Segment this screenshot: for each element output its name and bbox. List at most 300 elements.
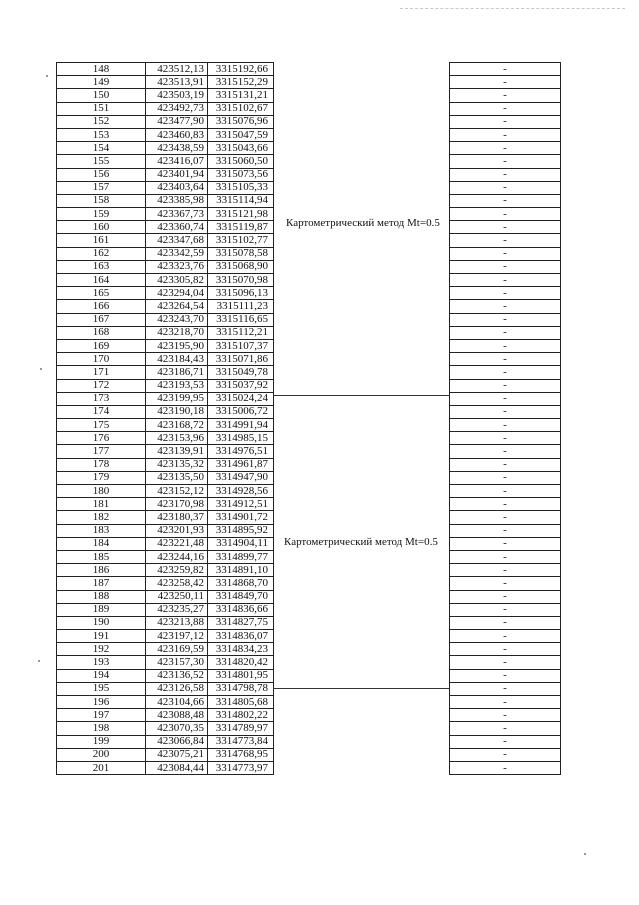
value-row — [450, 339, 561, 352]
y-coordinate-cell: 3314947,90 — [208, 471, 274, 484]
x-coordinate-cell: 423199,95 — [146, 392, 208, 405]
table-row — [57, 234, 274, 247]
value-row — [450, 326, 561, 339]
table-row — [57, 564, 274, 577]
dash-value-cell: - — [450, 313, 561, 326]
dash-value-cell: - — [450, 577, 561, 590]
dash-value-cell: - — [450, 168, 561, 181]
value-row — [450, 577, 561, 590]
method-label: Картометрический метод Mt=0.5 — [284, 536, 438, 548]
value-row — [450, 260, 561, 273]
value-row — [450, 696, 561, 709]
coordinates-table — [56, 62, 274, 775]
point-number-cell: 152 — [57, 115, 146, 128]
table-row — [57, 63, 274, 76]
x-coordinate-cell: 423104,66 — [146, 696, 208, 709]
point-number-cell: 201 — [57, 761, 146, 774]
y-coordinate-cell: 3315114,94 — [208, 194, 274, 207]
value-row — [450, 102, 561, 115]
point-number-cell: 176 — [57, 432, 146, 445]
point-number-cell: 194 — [57, 669, 146, 682]
point-number-cell: 172 — [57, 379, 146, 392]
dash-value-cell: - — [450, 603, 561, 616]
dash-value-cell: - — [450, 102, 561, 115]
x-coordinate-cell: 423367,73 — [146, 208, 208, 221]
y-coordinate-cell: 3315121,98 — [208, 208, 274, 221]
value-row — [450, 168, 561, 181]
x-coordinate-cell: 423401,94 — [146, 168, 208, 181]
y-coordinate-cell: 3314912,51 — [208, 498, 274, 511]
y-coordinate-cell: 3315076,96 — [208, 115, 274, 128]
point-number-cell: 174 — [57, 405, 146, 418]
y-coordinate-cell: 3315116,65 — [208, 313, 274, 326]
value-row — [450, 603, 561, 616]
x-coordinate-cell: 423201,93 — [146, 524, 208, 537]
dash-value-cell: - — [450, 432, 561, 445]
point-number-cell: 195 — [57, 682, 146, 695]
y-coordinate-cell: 3315037,92 — [208, 379, 274, 392]
x-coordinate-cell: 423513,91 — [146, 76, 208, 89]
table-row — [57, 181, 274, 194]
y-coordinate-cell: 3314901,72 — [208, 511, 274, 524]
y-coordinate-cell: 3315060,50 — [208, 155, 274, 168]
table-row — [57, 498, 274, 511]
table-row — [57, 366, 274, 379]
table-row — [57, 76, 274, 89]
value-row — [450, 458, 561, 471]
dash-value-cell: - — [450, 511, 561, 524]
table-row — [57, 260, 274, 273]
table-row — [57, 419, 274, 432]
dash-value-cell: - — [450, 524, 561, 537]
point-number-cell: 186 — [57, 564, 146, 577]
point-number-cell: 160 — [57, 221, 146, 234]
table-row — [57, 142, 274, 155]
y-coordinate-cell: 3314834,23 — [208, 643, 274, 656]
x-coordinate-cell: 423168,72 — [146, 419, 208, 432]
dash-value-cell: - — [450, 696, 561, 709]
point-number-cell: 190 — [57, 616, 146, 629]
dash-value-cell: - — [450, 221, 561, 234]
point-number-cell: 154 — [57, 142, 146, 155]
table-row — [57, 656, 274, 669]
x-coordinate-cell: 423347,68 — [146, 234, 208, 247]
value-row — [450, 353, 561, 366]
value-row — [450, 656, 561, 669]
y-coordinate-cell: 3314891,10 — [208, 564, 274, 577]
value-row — [450, 128, 561, 141]
table-row — [57, 722, 274, 735]
value-row — [450, 748, 561, 761]
dash-value-cell: - — [450, 181, 561, 194]
table-row — [57, 682, 274, 695]
value-row — [450, 405, 561, 418]
value-row — [450, 274, 561, 287]
table-row — [57, 194, 274, 207]
table-row — [57, 445, 274, 458]
x-coordinate-cell: 423477,90 — [146, 115, 208, 128]
dash-value-cell: - — [450, 709, 561, 722]
point-number-cell: 148 — [57, 63, 146, 76]
value-row — [450, 63, 561, 76]
point-number-cell: 168 — [57, 326, 146, 339]
y-coordinate-cell: 3314798,78 — [208, 682, 274, 695]
x-coordinate-cell: 423084,44 — [146, 761, 208, 774]
table-row — [57, 326, 274, 339]
dash-value-cell: - — [450, 247, 561, 260]
value-row — [450, 722, 561, 735]
value-row — [450, 471, 561, 484]
table-row — [57, 405, 274, 418]
value-row — [450, 550, 561, 563]
value-row — [450, 287, 561, 300]
y-coordinate-cell: 3315131,21 — [208, 89, 274, 102]
point-number-cell: 150 — [57, 89, 146, 102]
dash-value-cell: - — [450, 748, 561, 761]
y-coordinate-cell: 3315102,77 — [208, 234, 274, 247]
x-coordinate-cell: 423259,82 — [146, 564, 208, 577]
table-row — [57, 274, 274, 287]
y-coordinate-cell: 3315071,86 — [208, 353, 274, 366]
y-coordinate-cell: 3315068,90 — [208, 260, 274, 273]
table-row — [57, 379, 274, 392]
x-coordinate-cell: 423221,48 — [146, 537, 208, 550]
x-coordinate-cell: 423512,13 — [146, 63, 208, 76]
table-row — [57, 511, 274, 524]
x-coordinate-cell: 423213,88 — [146, 616, 208, 629]
x-coordinate-cell: 423190,18 — [146, 405, 208, 418]
x-coordinate-cell: 423136,52 — [146, 669, 208, 682]
point-number-cell: 159 — [57, 208, 146, 221]
dash-value-cell: - — [450, 339, 561, 352]
point-number-cell: 153 — [57, 128, 146, 141]
dash-value-cell: - — [450, 498, 561, 511]
value-row — [450, 498, 561, 511]
y-coordinate-cell: 3314836,07 — [208, 630, 274, 643]
point-number-cell: 149 — [57, 76, 146, 89]
y-coordinate-cell: 3315070,98 — [208, 274, 274, 287]
value-row — [450, 643, 561, 656]
dash-value-cell: - — [450, 326, 561, 339]
point-number-cell: 181 — [57, 498, 146, 511]
dash-value-cell: - — [450, 485, 561, 498]
dash-value-cell: - — [450, 735, 561, 748]
y-coordinate-cell: 3315078,58 — [208, 247, 274, 260]
y-coordinate-cell: 3315107,37 — [208, 339, 274, 352]
values-column — [449, 62, 561, 775]
point-number-cell: 178 — [57, 458, 146, 471]
dash-value-cell: - — [450, 471, 561, 484]
x-coordinate-cell: 423153,96 — [146, 432, 208, 445]
value-row — [450, 630, 561, 643]
value-row — [450, 432, 561, 445]
dash-value-cell: - — [450, 287, 561, 300]
y-coordinate-cell: 3315043,66 — [208, 142, 274, 155]
table-row — [57, 590, 274, 603]
table-row — [57, 168, 274, 181]
y-coordinate-cell: 3314976,51 — [208, 445, 274, 458]
point-number-cell: 199 — [57, 735, 146, 748]
y-coordinate-cell: 3314773,97 — [208, 761, 274, 774]
y-coordinate-cell: 3315049,78 — [208, 366, 274, 379]
table-row — [57, 102, 274, 115]
y-coordinate-cell: 3314768,95 — [208, 748, 274, 761]
y-coordinate-cell: 3314773,84 — [208, 735, 274, 748]
table-row — [57, 630, 274, 643]
point-number-cell: 193 — [57, 656, 146, 669]
point-number-cell: 196 — [57, 696, 146, 709]
x-coordinate-cell: 423503,19 — [146, 89, 208, 102]
dash-value-cell: - — [450, 405, 561, 418]
table-row — [57, 709, 274, 722]
dash-value-cell: - — [450, 300, 561, 313]
point-number-cell: 200 — [57, 748, 146, 761]
dash-value-cell: - — [450, 656, 561, 669]
table-row — [57, 748, 274, 761]
dash-value-cell: - — [450, 445, 561, 458]
y-coordinate-cell: 3314985,15 — [208, 432, 274, 445]
dash-value-cell: - — [450, 366, 561, 379]
table-row — [57, 353, 274, 366]
x-coordinate-cell: 423157,30 — [146, 656, 208, 669]
y-coordinate-cell: 3315192,66 — [208, 63, 274, 76]
dash-value-cell: - — [450, 643, 561, 656]
value-row — [450, 537, 561, 550]
point-number-cell: 183 — [57, 524, 146, 537]
table-row — [57, 115, 274, 128]
value-row — [450, 524, 561, 537]
x-coordinate-cell: 423184,43 — [146, 353, 208, 366]
y-coordinate-cell: 3314904,11 — [208, 537, 274, 550]
dash-value-cell: - — [450, 194, 561, 207]
dash-value-cell: - — [450, 590, 561, 603]
x-coordinate-cell: 423180,37 — [146, 511, 208, 524]
value-row — [450, 300, 561, 313]
point-number-cell: 197 — [57, 709, 146, 722]
x-coordinate-cell: 423135,32 — [146, 458, 208, 471]
point-number-cell: 155 — [57, 155, 146, 168]
table-row — [57, 392, 274, 405]
x-coordinate-cell: 423323,76 — [146, 260, 208, 273]
point-number-cell: 158 — [57, 194, 146, 207]
table-row — [57, 89, 274, 102]
group-divider-line — [274, 688, 450, 689]
value-row — [450, 115, 561, 128]
x-coordinate-cell: 423250,11 — [146, 590, 208, 603]
point-number-cell: 173 — [57, 392, 146, 405]
table-row — [57, 577, 274, 590]
y-coordinate-cell: 3315105,33 — [208, 181, 274, 194]
dash-value-cell: - — [450, 722, 561, 735]
table-row — [57, 524, 274, 537]
point-number-cell: 162 — [57, 247, 146, 260]
point-number-cell: 179 — [57, 471, 146, 484]
point-number-cell: 165 — [57, 287, 146, 300]
value-row — [450, 366, 561, 379]
point-number-cell: 188 — [57, 590, 146, 603]
table-row — [57, 208, 274, 221]
value-row — [450, 247, 561, 260]
x-coordinate-cell: 423152,12 — [146, 485, 208, 498]
dash-value-cell: - — [450, 630, 561, 643]
point-number-cell: 151 — [57, 102, 146, 115]
scan-artifact-line — [400, 8, 625, 9]
x-coordinate-cell: 423294,04 — [146, 287, 208, 300]
x-coordinate-cell: 423360,74 — [146, 221, 208, 234]
table-row — [57, 339, 274, 352]
table-row — [57, 485, 274, 498]
value-row — [450, 221, 561, 234]
value-row — [450, 194, 561, 207]
point-number-cell: 169 — [57, 339, 146, 352]
x-coordinate-cell: 423075,21 — [146, 748, 208, 761]
dash-value-cell: - — [450, 260, 561, 273]
dash-value-cell: - — [450, 63, 561, 76]
y-coordinate-cell: 3314789,97 — [208, 722, 274, 735]
point-number-cell: 182 — [57, 511, 146, 524]
x-coordinate-cell: 423139,91 — [146, 445, 208, 458]
dash-value-cell: - — [450, 379, 561, 392]
x-coordinate-cell: 423170,98 — [146, 498, 208, 511]
point-number-cell: 175 — [57, 419, 146, 432]
value-row — [450, 682, 561, 695]
point-number-cell: 177 — [57, 445, 146, 458]
table-row — [57, 458, 274, 471]
point-number-cell: 167 — [57, 313, 146, 326]
value-row — [450, 590, 561, 603]
point-number-cell: 189 — [57, 603, 146, 616]
x-coordinate-cell: 423126,58 — [146, 682, 208, 695]
value-row — [450, 76, 561, 89]
y-coordinate-cell: 3314820,42 — [208, 656, 274, 669]
x-coordinate-cell: 423066,84 — [146, 735, 208, 748]
table-row — [57, 603, 274, 616]
y-coordinate-cell: 3314928,56 — [208, 485, 274, 498]
x-coordinate-cell: 423460,83 — [146, 128, 208, 141]
x-coordinate-cell: 423403,64 — [146, 181, 208, 194]
dash-value-cell: - — [450, 89, 561, 102]
y-coordinate-cell: 3315152,29 — [208, 76, 274, 89]
table-row — [57, 696, 274, 709]
y-coordinate-cell: 3315006,72 — [208, 405, 274, 418]
value-row — [450, 392, 561, 405]
dash-value-cell: - — [450, 550, 561, 563]
point-number-cell: 166 — [57, 300, 146, 313]
table-row — [57, 300, 274, 313]
y-coordinate-cell: 3314895,92 — [208, 524, 274, 537]
x-coordinate-cell: 423416,07 — [146, 155, 208, 168]
method-label: Картометрический метод Mt=0.5 — [286, 217, 440, 229]
x-coordinate-cell: 423193,53 — [146, 379, 208, 392]
point-number-cell: 184 — [57, 537, 146, 550]
value-row — [450, 208, 561, 221]
point-number-cell: 170 — [57, 353, 146, 366]
y-coordinate-cell: 3314868,70 — [208, 577, 274, 590]
dash-value-cell: - — [450, 142, 561, 155]
table-row — [57, 313, 274, 326]
value-row — [450, 735, 561, 748]
value-row — [450, 445, 561, 458]
point-number-cell: 157 — [57, 181, 146, 194]
dash-value-cell: - — [450, 537, 561, 550]
table-row — [57, 155, 274, 168]
table-row — [57, 471, 274, 484]
x-coordinate-cell: 423264,54 — [146, 300, 208, 313]
x-coordinate-cell: 423186,71 — [146, 366, 208, 379]
table-row — [57, 247, 274, 260]
point-number-cell: 191 — [57, 630, 146, 643]
dash-value-cell: - — [450, 274, 561, 287]
x-coordinate-cell: 423342,59 — [146, 247, 208, 260]
y-coordinate-cell: 3314961,87 — [208, 458, 274, 471]
table-row — [57, 128, 274, 141]
table-row — [57, 432, 274, 445]
x-coordinate-cell: 423218,70 — [146, 326, 208, 339]
x-coordinate-cell: 423197,12 — [146, 630, 208, 643]
table-row — [57, 735, 274, 748]
x-coordinate-cell: 423258,42 — [146, 577, 208, 590]
dash-value-cell: - — [450, 458, 561, 471]
value-row — [450, 313, 561, 326]
value-row — [450, 511, 561, 524]
x-coordinate-cell: 423385,98 — [146, 194, 208, 207]
value-row — [450, 142, 561, 155]
dash-value-cell: - — [450, 419, 561, 432]
value-row — [450, 155, 561, 168]
x-coordinate-cell: 423235,27 — [146, 603, 208, 616]
y-coordinate-cell: 3315047,59 — [208, 128, 274, 141]
x-coordinate-cell: 423243,70 — [146, 313, 208, 326]
y-coordinate-cell: 3314849,70 — [208, 590, 274, 603]
x-coordinate-cell: 423088,48 — [146, 709, 208, 722]
value-row — [450, 89, 561, 102]
table-row — [57, 616, 274, 629]
value-row — [450, 234, 561, 247]
point-number-cell: 161 — [57, 234, 146, 247]
value-row — [450, 616, 561, 629]
x-coordinate-cell: 423195,90 — [146, 339, 208, 352]
scan-speck — [584, 853, 586, 855]
point-number-cell: 156 — [57, 168, 146, 181]
y-coordinate-cell: 3314836,66 — [208, 603, 274, 616]
x-coordinate-cell: 423305,82 — [146, 274, 208, 287]
y-coordinate-cell: 3314991,94 — [208, 419, 274, 432]
table-row — [57, 221, 274, 234]
dash-value-cell: - — [450, 682, 561, 695]
dash-value-cell: - — [450, 616, 561, 629]
point-number-cell: 164 — [57, 274, 146, 287]
table-row — [57, 287, 274, 300]
y-coordinate-cell: 3314899,77 — [208, 550, 274, 563]
value-row — [450, 669, 561, 682]
dash-value-cell: - — [450, 353, 561, 366]
dash-value-cell: - — [450, 208, 561, 221]
x-coordinate-cell: 423169,59 — [146, 643, 208, 656]
x-coordinate-cell: 423135,50 — [146, 471, 208, 484]
y-coordinate-cell: 3314805,68 — [208, 696, 274, 709]
x-coordinate-cell: 423244,16 — [146, 550, 208, 563]
dash-value-cell: - — [450, 392, 561, 405]
y-coordinate-cell: 3315112,21 — [208, 326, 274, 339]
value-row — [450, 485, 561, 498]
dash-value-cell: - — [450, 115, 561, 128]
values-column-body — [450, 63, 561, 775]
dash-value-cell: - — [450, 564, 561, 577]
point-number-cell: 163 — [57, 260, 146, 273]
value-row — [450, 379, 561, 392]
value-row — [450, 564, 561, 577]
y-coordinate-cell: 3315024,24 — [208, 392, 274, 405]
